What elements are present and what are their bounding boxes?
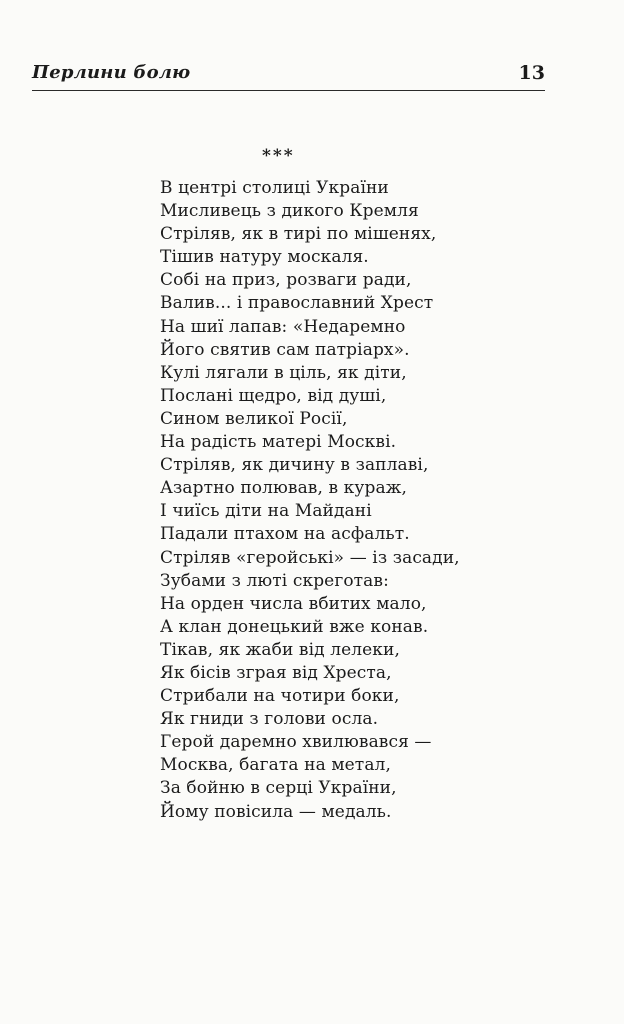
poem-line: Зубами з люті скреготав:	[160, 570, 389, 591]
poem-line: Валив... і православний Хрест	[160, 293, 434, 314]
page-number: 13	[518, 62, 545, 84]
poem-line: А клан донецький вже конав.	[160, 616, 429, 637]
running-header	[32, 60, 545, 91]
poem-line: Герой даремно хвилювався —	[160, 732, 432, 753]
poem-line: Падали птахом на асфальт.	[160, 524, 410, 545]
poem-line: Мисливець з дикого Кремля	[160, 201, 419, 222]
section-separator: ***	[262, 146, 295, 166]
poem-line: І чиїсь діти на Майдані	[160, 501, 372, 522]
poem-line: Як бісів зграя від Хреста,	[160, 662, 392, 683]
poem-line: В центрі столиці України	[160, 178, 389, 198]
poem-line: Стрибали на чотири боки,	[160, 686, 400, 707]
poem-line: Стріляв, як дичину в заплаві,	[160, 455, 429, 476]
poem-line: За бойню в серці України,	[160, 778, 397, 799]
poem-line: Йому повісила — медаль.	[160, 801, 392, 822]
poem-line: Його святив сам патріарх».	[160, 339, 410, 360]
poem-line: Стріляв «геройські» — із засади,	[160, 547, 460, 568]
poem-line: Москва, багата на метал,	[160, 755, 391, 776]
poem-line: Послані щедро, від душі,	[160, 385, 387, 406]
poem-line: На орден числа вбитих мало,	[160, 593, 427, 614]
poem-text	[160, 177, 580, 824]
poem-line: Собі на приз, розваги ради,	[160, 270, 412, 291]
poem-line: Стріляв, як в тирі по мішенях,	[160, 224, 437, 245]
poem-line: На радість матері Москві.	[160, 432, 397, 453]
poem-line: Кулі лягали в ціль, як діти,	[160, 362, 407, 383]
poem-line: Як гниди з голови осла.	[160, 709, 379, 730]
book-title: Перлини болю	[32, 62, 191, 83]
poem-line: Азартно полював, в кураж,	[160, 478, 407, 499]
poem-line: На шиї лапав: «Недаремно	[160, 316, 406, 337]
poem-line: Сином великої Росії,	[160, 408, 348, 429]
poem-line: Тікав, як жаби від лелеки,	[160, 639, 400, 660]
poem-line: Тішив натуру москаля.	[160, 247, 369, 268]
